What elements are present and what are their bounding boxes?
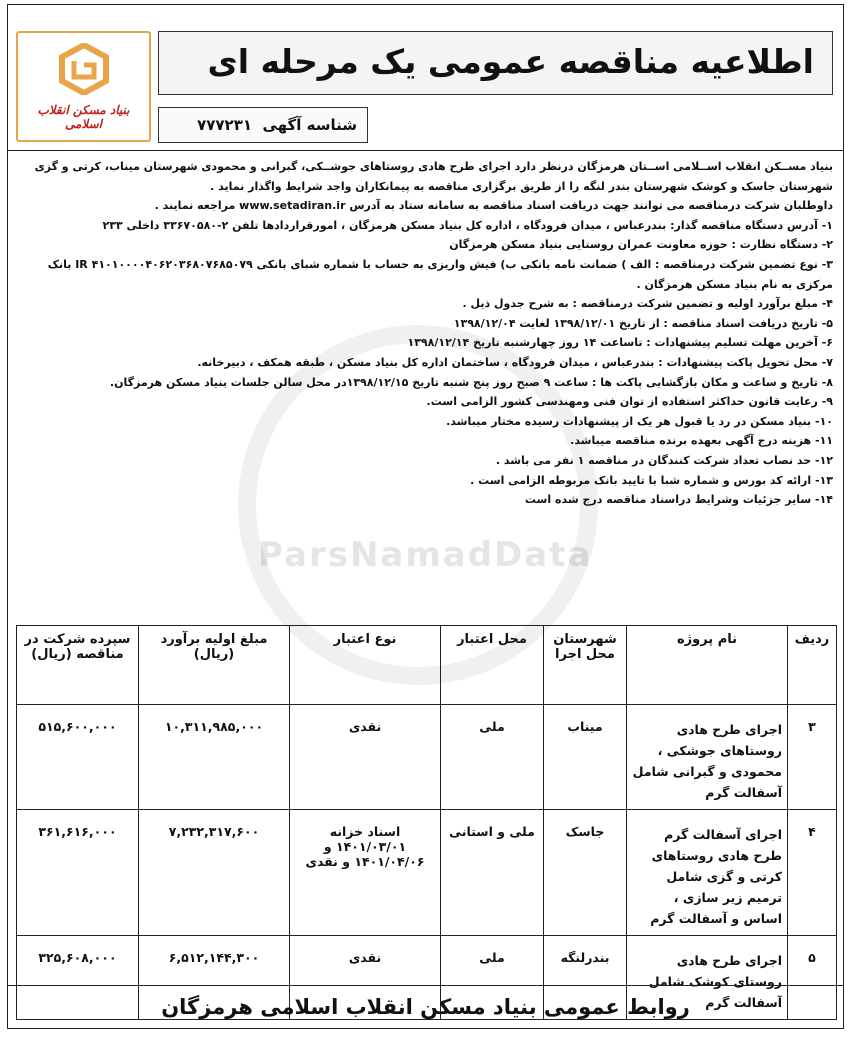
footer-public-relations: روابط عمومی بنیاد مسکن انقلاب اسلامی هرمزگان [8,985,843,1028]
col-city: شهرستان محل اجرا [544,626,627,705]
tender-announcement [7,4,844,1029]
announcement-body [8,157,843,510]
condition-item: ۴- مبلغ برآورد اولیه و تضمین شرکت درمناقصه : به شرح جدول ذیل . [462,297,833,311]
condition-item: ۱- آدرس دستگاه مناقصه گذار: بندرعباس ، میدان فرودگاه ، اداره کل بنیاد مسکن هرمزگان ، امورقراردادها تلفن ۲-۳۳۶۷۰۵۸۰ داخلی ۲۳۳ [102,218,833,232]
condition-item: ۱۲- حد نصاب تعداد شرکت کنندگان در مناقصه ۱ نفر می باشد . [495,453,833,467]
condition-item: ۱۴- سایر جزئیات وشرایط دراسناد مناقصه درج شده است [524,493,833,507]
page-title: اطلاعیه مناقصه عمومی یک مرحله ای [207,42,814,81]
cell-row-number: ۵ [788,936,837,1020]
col-estimate: مبلغ اولیه برآورد (ریال) [139,626,290,705]
cell-deposit: ۳۶۱,۶۱۶,۰۰۰ [17,810,139,936]
condition-item: ۱۱- هزینه درج آگهی بعهده برنده مناقصه میباشد. [570,434,833,448]
cell-city: میناب [544,705,627,810]
cell-deposit: ۵۱۵,۶۰۰,۰۰۰ [17,705,139,810]
col-row-number: ردیف [788,626,837,705]
cell-credit-source: ملی [441,705,544,810]
condition-item: ۲- دستگاه نظارت : حوزه معاونت عمران روستایی بنیاد مسکن هرمزگان [449,238,833,252]
cell-deposit: ۳۲۵,۶۰۸,۰۰۰ [17,936,139,1020]
intro-website-paragraph: داوطلبان شرکت درمناقصه می توانند جهت دریافت اسناد مناقصه به سامانه ستاد به آدرس www.setadiran.ir مراجعه نمایند . [154,199,833,213]
condition-item: ۱۳- ارائه کد بورس و شماره شبا با تایید بانک مربوطه الزامی است . [470,473,833,487]
table-row [17,705,837,810]
cell-row-number: ۴ [788,810,837,936]
cell-city: بندرلنگه [544,936,627,1020]
cell-city: جاسک [544,810,627,936]
conditions-list [18,216,833,510]
table-header-row [17,626,837,705]
cell-project-name: اجرای آسفالت گرم طرح هادی روستاهای کرتی و گزی شامل ترمیم زیر سازی ، اساس و آسفالت گرم [627,810,788,936]
foundation-logo-icon [58,43,110,95]
projects-table [16,625,837,1020]
col-deposit: سپرده شرکت در مناقصه (ریال) [17,626,139,705]
condition-item: ۵- تاریخ دریافت اسناد مناقصه : از تاریخ ۱۳۹۸/۱۲/۰۱ لغایت ۱۳۹۸/۱۲/۰۴ [453,316,833,330]
intro-paragraph: بنیاد مســکن انقلاب اســلامی اســتان هرمزگان درنظر دارد اجرای طرح هادی روستاهای جوشــکی، گبرانی و محمودی شهرستان میناب، کرتی و گزی شهرستان جاسک و کوشک شهرستان بندر لنگه را از طریق برگزاری مناقصه به پیمانکاران واجد شرایط واگذار نماید . [34,160,833,193]
condition-item: ۸- تاریخ و ساعت و مکان بازگشایی پاکت ها : ساعت ۹ صبح روز پنج شنبه تاریخ ۱۳۹۸/۱۲/۱۵در محل سالن جلسات بنیاد مسکن هرمزگان. [109,375,833,389]
logo [16,31,151,142]
cell-estimate: ۱۰,۳۱۱,۹۸۵,۰۰۰ [139,705,290,810]
table-row [17,810,837,936]
cell-row-number: ۳ [788,705,837,810]
cell-credit-type: نقدی [290,936,441,1020]
cell-credit-type: نقدی [290,705,441,810]
ad-id-label: شناسه آگهی ۷۷۷۲۳۱ [197,116,357,134]
col-credit-source: محل اعتبار [441,626,544,705]
ad-id-value: ۷۷۷۲۳۱ [197,116,253,134]
col-project-name: نام پروژه [627,626,788,705]
cell-project-name: اجرای طرح هادی روستای کوشک شامل آسفالت گرم [627,936,788,1020]
watermark-text: ParsNamadData [258,535,593,575]
cell-estimate: ۶,۵۱۲,۱۴۴,۳۰۰ [139,936,290,1020]
header [8,5,843,151]
condition-item: ۳- نوع تضمین شرکت درمناقصه : الف ) ضمانت نامه بانکی ب) فیش واریزی به حساب با شماره شبای بانکی IR ۴۱۰۱۰۰۰۰۴۰۶۲۰۳۶۸۰۷۶۸۵۰۷۹ بانک مرکزی به نام بنیاد مسکن هرمزگان . [47,257,833,291]
condition-item: ۶- آخرین مهلت تسلیم پیشنهادات : تاساعت ۱۴ روز چهارشنبه تاریخ ۱۳۹۸/۱۲/۱۴ [407,336,833,350]
cell-credit-source: ملی و استانی [441,810,544,936]
cell-credit-source: ملی [441,936,544,1020]
condition-item: ۹- رعایت قانون حداکثر استفاده از توان فنی ومهندسی کشور الزامی است. [426,395,833,409]
ad-id-box [158,107,368,143]
cell-project-name: اجرای طرح هادی روستاهای جوشکی ، محمودی و گبرانی شامل آسفالت گرم [627,705,788,810]
logo-text: بنیاد مسکن انقلاب اسلامی [37,103,130,131]
title-box [158,31,833,95]
cell-estimate: ۷,۲۳۲,۳۱۷,۶۰۰ [139,810,290,936]
condition-item: ۱۰- بنیاد مسکن در رد یا قبول هر یک از پیشنهادات رسیده مختار میباشد. [446,414,833,428]
condition-item: ۷- محل تحویل پاکت پیشنهادات : بندرعباس ، میدان فرودگاه ، ساختمان اداره کل بنیاد مسکن ، طبقه همکف ، دبیرخانه. [197,355,833,369]
col-credit-type: نوع اعتبار [290,626,441,705]
cell-credit-type: اسناد خزانه ۱۴۰۱/۰۳/۰۱ و ۱۴۰۱/۰۴/۰۶ و نقدی [290,810,441,936]
